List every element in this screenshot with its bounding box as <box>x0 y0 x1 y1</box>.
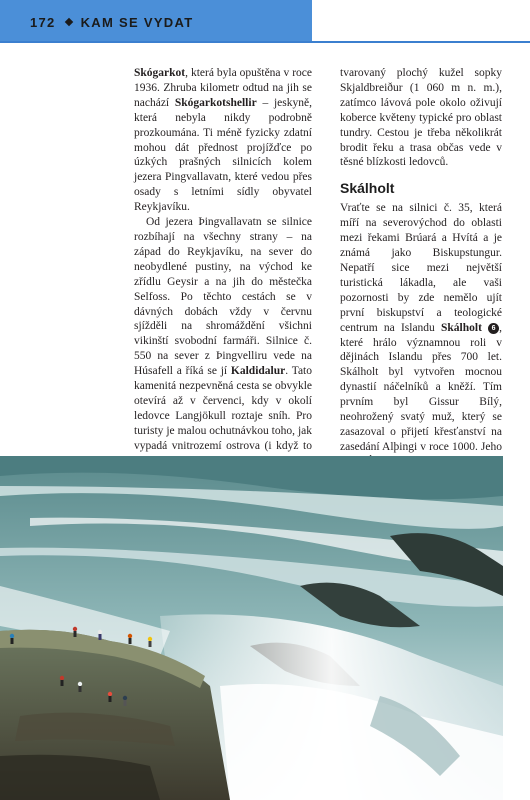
diamond-icon <box>64 18 72 26</box>
header-rule <box>0 41 530 43</box>
text-run: , které hrálo významnou roli v dějinách Islandu přes 700 let. Skálholt byl vytvořen mocnou dynastií náčelníků a kněží. Tím prvním byl Gissur Bílý, neohrožený svatý muž, který se zasazoval o přijetí křesťanství na zasedání Alþingi v roce 1000. Jeho <box>340 321 502 453</box>
section-heading: Skálholt <box>340 180 395 197</box>
text-run: tvarovaný plochý kužel sopky Skjaldbreiður (1 060 m n. m.), zatímco lávová pole okolo oživují koberce květeny typické pro oblast tundry. Cestou je třeba několikrát brodit řeku a trasa občas vede v těsné blízkosti ledovců. <box>340 67 502 169</box>
map-marker-icon: 6 <box>488 323 499 334</box>
running-header <box>30 14 193 30</box>
text-run: . Tato kamenitá nezpevněná cesta se obvykle otevírá až v červenci, kdy v okolí ledovce Langjökull roztaje sníh. Pro turisty je malou ochutnávkou toho, jak vypadá vnitrozemí ostrova (i když to <box>134 365 312 452</box>
text-run: , která byla opuštěna v roce 1936. Zhruba kilometr odtud na jih se nachází <box>134 67 312 109</box>
place-name: Kaldidalur <box>230 365 286 378</box>
text-run: Od jezera Þingvallavatn se silnice rozbíhají na všechny strany – na západ do Reykjavíku, na sever do neobydlené pustiny, na východ ke zřídlu Geysir a na jih do městečka Selfoss. Po těchto cestách se v dávných dobách vždy v červnu sjížděli na shromáždění všichni vikinští svobodní farmáři. Silnice č. 550 na sever z Þingvelliru vede na Húsafell a říká se jí <box>134 216 312 378</box>
place-name: Skálholt <box>441 321 482 334</box>
paragraph <box>340 66 502 170</box>
text-run: – jeskyně, která nebyla nikdy podrobně prozkoumána. Ti méně fyzicky zdatní mohou dát přednost projížďce po úzkých prašných silnicích kolem jezera Pingvallavatn, které vedou přes osady s letními sídly obyvatel Reykjavíku. <box>134 96 312 214</box>
waterfall-image <box>0 456 503 800</box>
section-title: KAM SE VYDAT <box>80 14 194 30</box>
waterfall-photo <box>0 456 503 800</box>
place-name: Skógarkot <box>134 67 186 79</box>
paragraph <box>134 66 312 215</box>
page-number: 172 <box>30 14 56 30</box>
text-run: Vraťte se na silnici č. 35, která míří na severovýchod do oblasti mezi řekami Brúará a Hvítá a je známá jako Biskupstungur. Nepatří sice mezi největší turistická lákadla, ale vaši pozornosti by zde nemělo ujít první biskupství a teologické centrum na Islandu <box>340 202 502 334</box>
page-header <box>0 0 530 41</box>
place-name: Skógarkotshellir <box>174 96 257 109</box>
